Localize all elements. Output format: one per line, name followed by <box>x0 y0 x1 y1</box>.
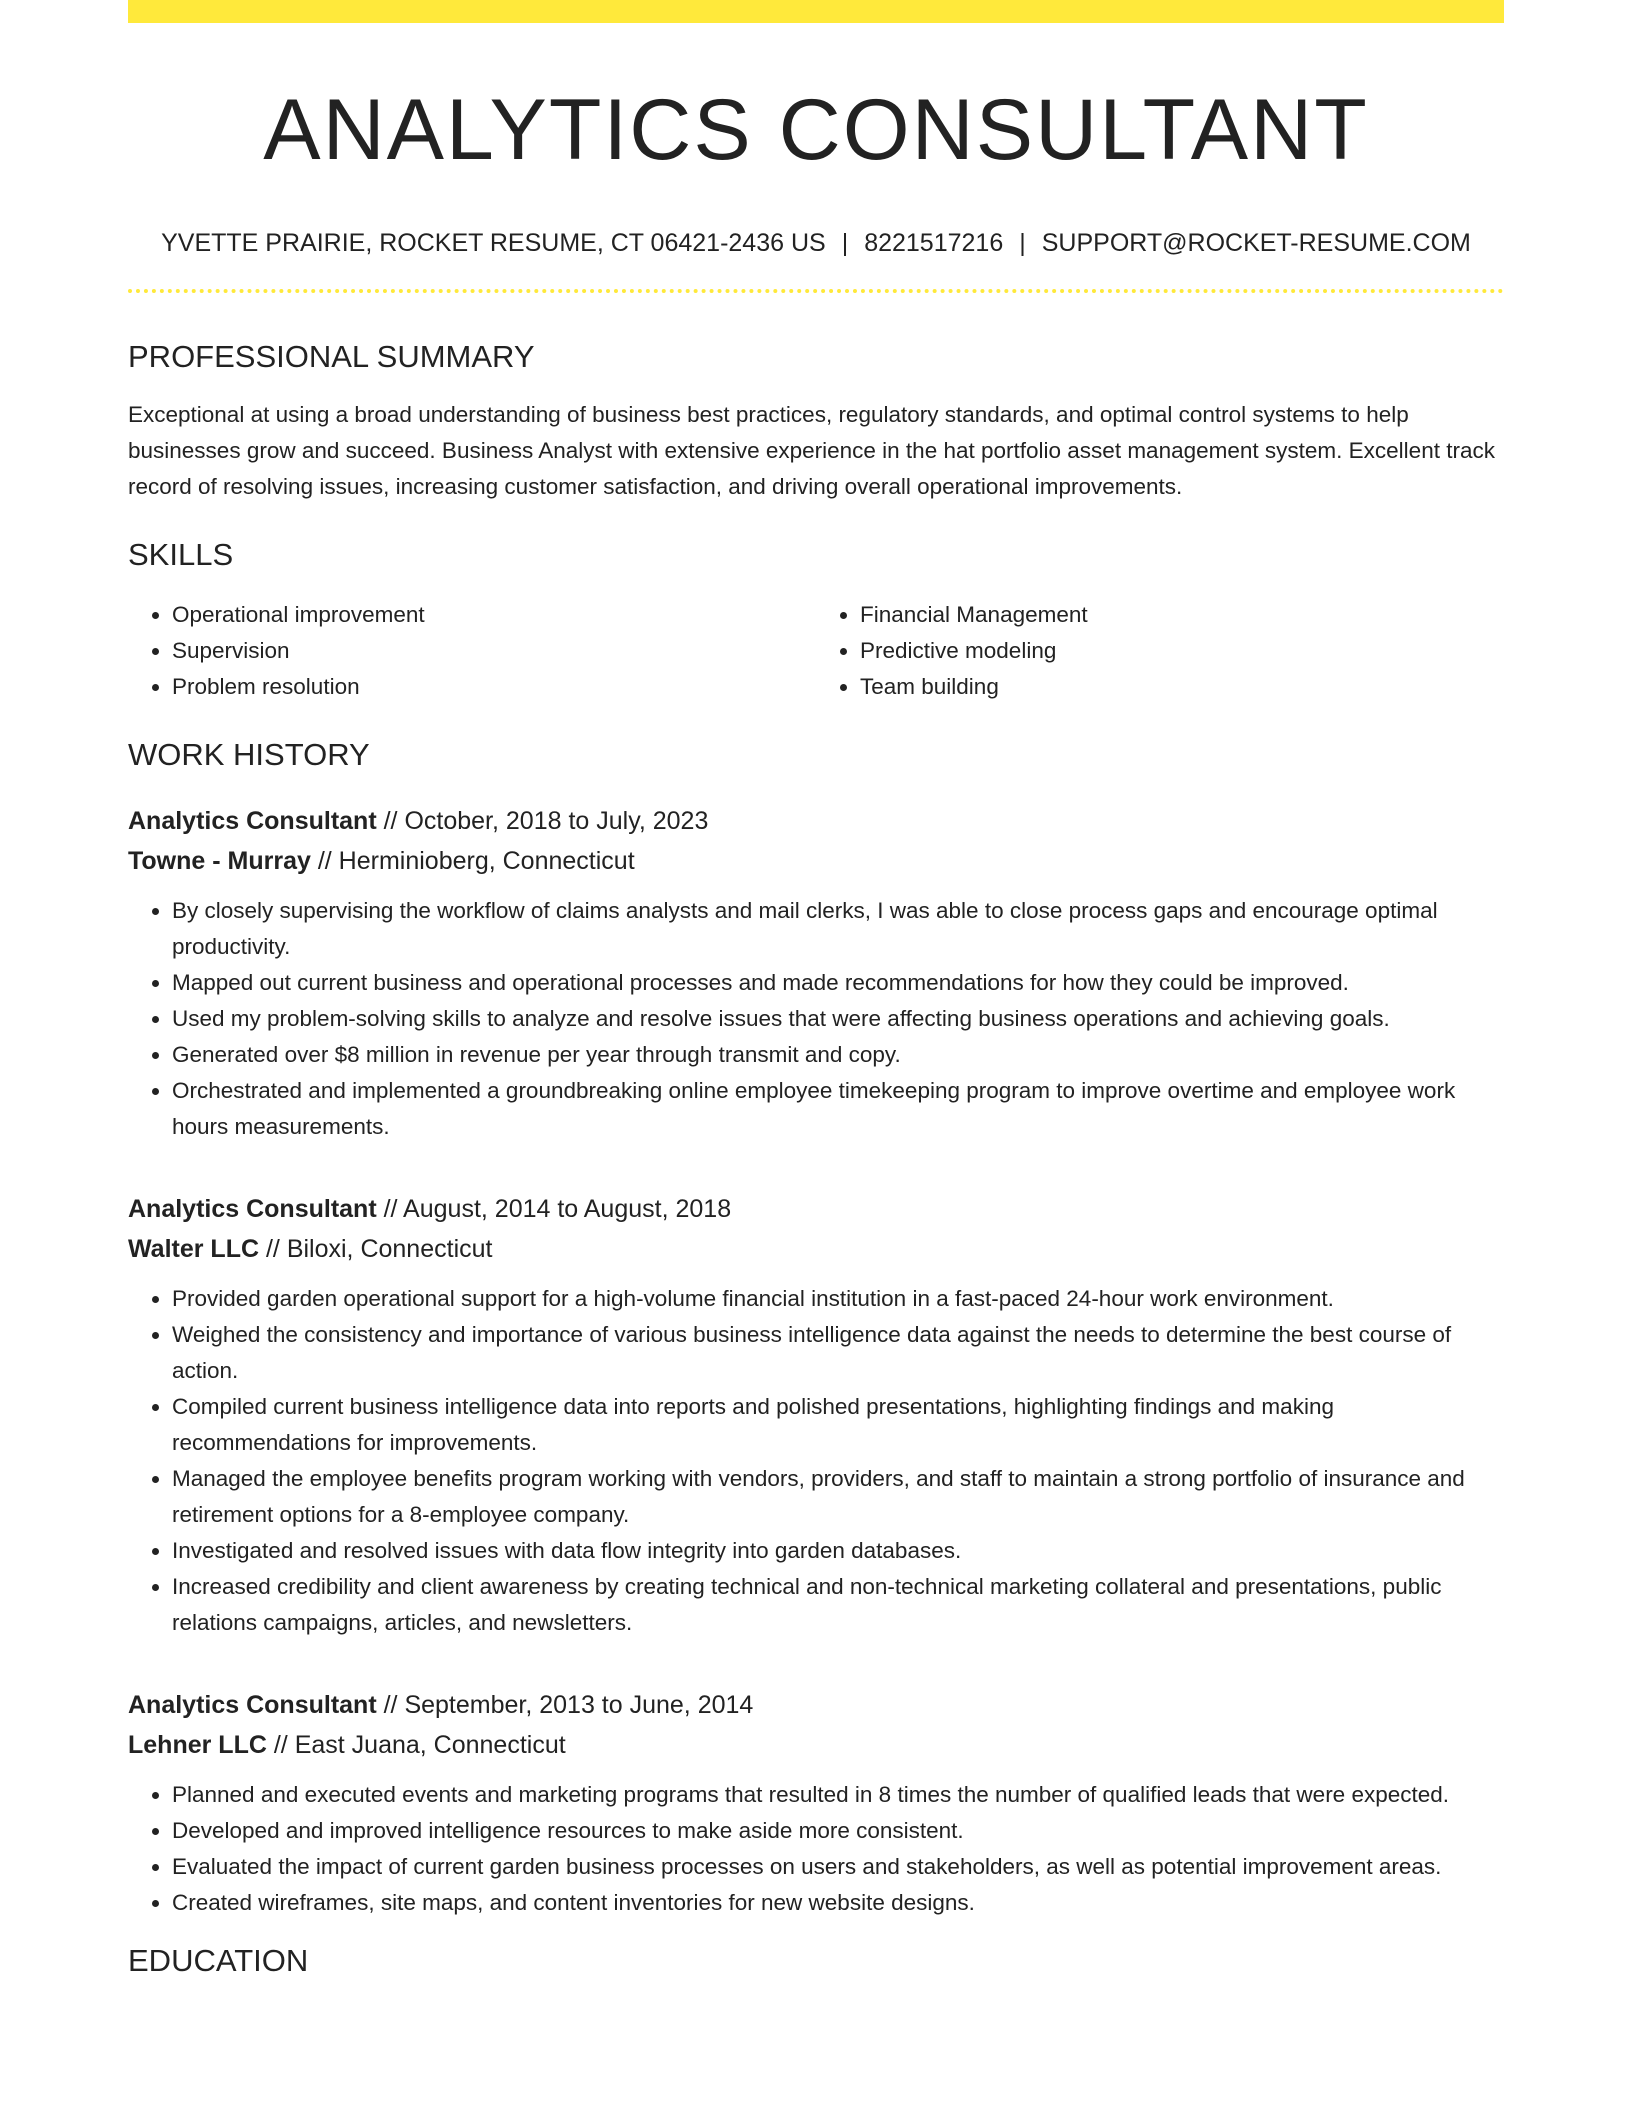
job-title-line <box>128 1189 1504 1229</box>
job-location: // Biloxi, Connecticut <box>259 1235 493 1263</box>
job-title: Analytics Consultant <box>128 1691 377 1719</box>
skill-item: • Operational improvement <box>172 597 816 633</box>
job-company: Towne - Murray <box>128 847 311 875</box>
job-bullet: • Investigated and resolved issues with data flow integrity into garden databases. <box>172 1533 1504 1569</box>
job-bullet: • Increased credibility and client awareness by creating technical and non-technical marketing collateral and presentations, public relations campaigns, articles, and newsletters. <box>172 1569 1504 1641</box>
job-dates: // August, 2014 to August, 2018 <box>376 1195 732 1223</box>
job-bullets <box>128 1777 1504 1921</box>
skill-item: • Supervision <box>172 633 816 669</box>
job-company: Walter LLC <box>128 1235 260 1263</box>
dotted-divider <box>128 289 1504 293</box>
job-bullets <box>128 1281 1504 1641</box>
job-location: // East Juana, Connecticut <box>266 1731 566 1759</box>
job-title: Analytics Consultant <box>128 807 377 835</box>
job-bullet: • Compiled current business intelligence data into reports and polished presentations, highlighting findings and making recommendations for improvements. <box>172 1389 1504 1461</box>
contact-line <box>128 227 1504 259</box>
skill-item: • Team building <box>860 669 1504 705</box>
job-title-line <box>128 801 1504 841</box>
education-heading: EDUCATION <box>128 1943 309 1978</box>
job-bullet: • Provided garden operational support for a high-volume financial institution in a fast-paced 24-hour work environment. <box>172 1281 1504 1317</box>
job-bullets <box>128 893 1504 1145</box>
job-dates: // October, 2018 to July, 2023 <box>376 807 709 835</box>
job-bullet: • Planned and executed events and marketing programs that resulted in 8 times the number of qualified leads that were expected. <box>172 1777 1504 1813</box>
skill-item: • Financial Management <box>860 597 1504 633</box>
skills-heading: SKILLS <box>128 537 234 572</box>
job-location: // Herminioberg, Connecticut <box>310 847 635 875</box>
job-bullet: • By closely supervising the workflow of claims analysts and mail clerks, I was able to close process gaps and encourage optimal productivity. <box>172 893 1504 965</box>
job-company: Lehner LLC <box>128 1731 267 1759</box>
skill-item: • Problem resolution <box>172 669 816 705</box>
contact-separator: | <box>1019 229 1026 257</box>
job-dates: // September, 2013 to June, 2014 <box>376 1691 754 1719</box>
job-bullet: • Managed the employee benefits program working with vendors, providers, and staff to maintain a strong portfolio of insurance and retirement options for a 8-employee company. <box>172 1461 1504 1533</box>
job-bullet: • Developed and improved intelligence resources to make aside more consistent. <box>172 1813 1504 1849</box>
job-bullet: • Mapped out current business and operational processes and made recommendations for how they could be improved. <box>172 965 1504 1001</box>
job-company-line <box>128 841 1504 881</box>
contact-email: SUPPORT@ROCKET-RESUME.COM <box>1041 229 1471 257</box>
skill-item: • Predictive modeling <box>860 633 1504 669</box>
contact-separator: | <box>841 229 849 257</box>
job-bullet: • Orchestrated and implemented a groundbreaking online employee timekeeping program to improve overtime and employee work hours measurements. <box>172 1073 1504 1145</box>
work-history-heading: WORK HISTORY <box>128 737 370 772</box>
job-title-line <box>128 1685 1504 1725</box>
summary-text: Exceptional at using a broad understanding of business best practices, regulatory standards, and optimal control systems to help businesses grow and succeed. Business Analyst with extensive experience in the hat portfolio asset management system. Excellent track record of resolving issues, increasing customer satisfaction, and driving overall operational improvements. <box>128 402 1495 499</box>
resume-content <box>128 0 1504 1981</box>
job-bullet: • Generated over $8 million in revenue per year through transmit and copy. <box>172 1037 1504 1073</box>
job-company-line <box>128 1725 1504 1765</box>
job-bullet: • Used my problem-solving skills to analyze and resolve issues that were affecting business operations and achieving goals. <box>172 1001 1504 1037</box>
job-title: Analytics Consultant <box>128 1195 377 1223</box>
summary-heading: PROFESSIONAL SUMMARY <box>128 339 535 374</box>
skills-list <box>128 597 1504 705</box>
job-entry <box>128 801 1504 1145</box>
skills-column-left <box>128 597 816 705</box>
contact-address: YVETTE PRAIRIE, ROCKET RESUME, CT 06421-2436 US <box>161 229 826 257</box>
skills-column-right <box>816 597 1504 705</box>
resume-title: ANALYTICS CONSULTANT <box>263 82 1369 178</box>
job-entry <box>128 1685 1504 1921</box>
job-entry <box>128 1189 1504 1641</box>
contact-phone: 8221517216 <box>864 229 1004 257</box>
job-bullet: • Evaluated the impact of current garden business processes on users and stakeholders, as well as potential improvement areas. <box>172 1849 1504 1885</box>
job-bullet: • Created wireframes, site maps, and content inventories for new website designs. <box>172 1885 1504 1921</box>
job-bullet: • Weighed the consistency and importance of various business intelligence data against the needs to determine the best course of action. <box>172 1317 1504 1389</box>
job-company-line <box>128 1229 1504 1269</box>
